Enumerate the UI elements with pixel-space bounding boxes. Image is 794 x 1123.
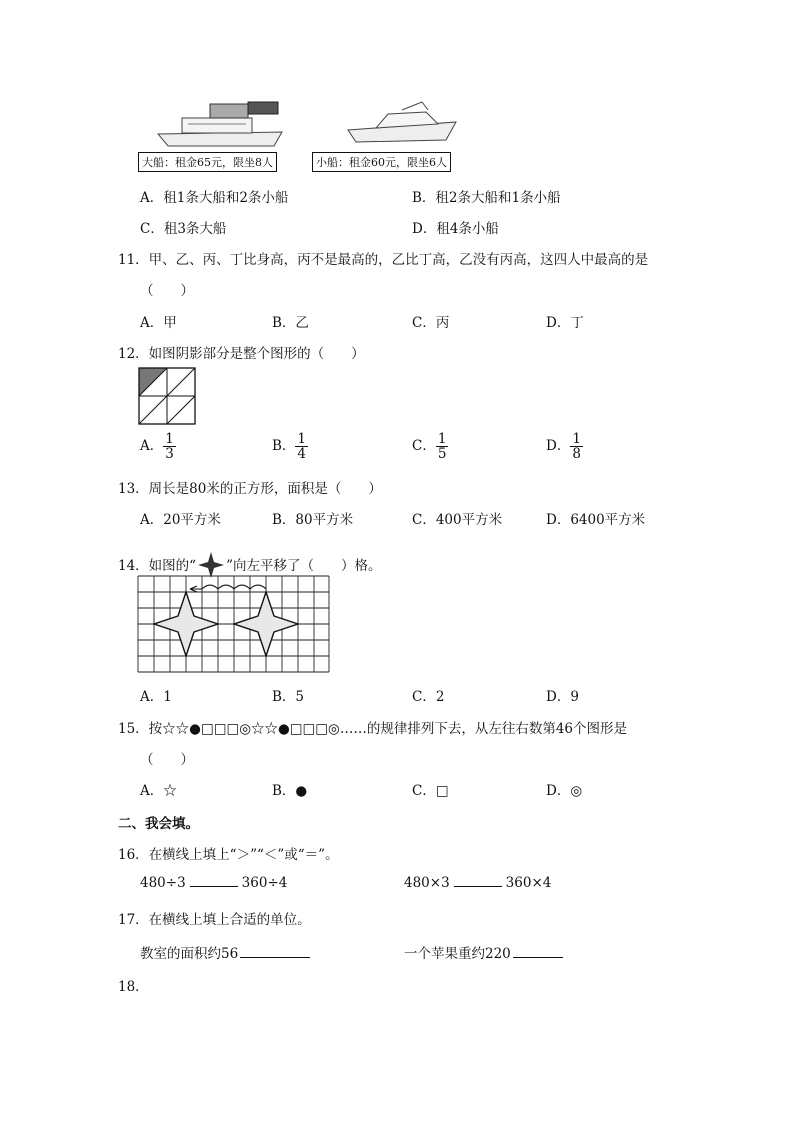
q12-option-a-label: A． [140,438,164,454]
q16-left-b: 360÷4 [241,875,288,891]
q12-text: 12．如图阴影部分是整个图形的（ ） [118,346,365,362]
q12-option-d[interactable] [546,432,583,461]
q12-option-a-den: 3 [165,446,174,462]
q12-option-b[interactable] [272,432,308,461]
q14-grid-figure [137,575,331,679]
q12-option-a-num: 1 [165,431,174,447]
q17-text: 17．在横线上填上合适的单位。 [118,912,311,928]
q12-option-d-den: 8 [572,446,581,462]
q17-left-blank[interactable] [240,957,310,958]
q15-option-d[interactable]: D．◎ [546,783,583,799]
q14-text-after: ”向左平移了（ ）格。 [226,558,382,574]
q16-left-blank[interactable] [190,886,238,887]
q15-option-b[interactable]: B．● [272,783,308,799]
q12-option-b-num: 1 [297,431,307,447]
q13-option-a[interactable]: A．20平方米 [140,512,221,528]
q14-text-before: 14．如图的“ [118,558,197,574]
q15-text: 15．按☆☆●□□□◎☆☆●□□□◎……的规律排列下去，从左往右数第46个图形是 [118,721,628,737]
q12-option-c[interactable] [412,432,448,461]
q12-option-b-den: 4 [297,446,307,462]
q17-right-text: 一个苹果重约220 [404,946,511,962]
q16-text: 16．在横线上填上“＞”“＜”或“＝”。 [118,847,339,863]
q11-option-d[interactable]: D．丁 [546,315,584,331]
q11-option-a[interactable]: A．甲 [140,315,177,331]
q12-option-c-label: C． [412,438,436,454]
q10-option-c[interactable]: C．租3条大船 [140,221,227,237]
q13-option-c[interactable]: C．400平方米 [412,512,503,528]
q17-right-blank[interactable] [513,957,563,958]
q11-paren: （ ） [140,283,194,299]
q16-right-b: 360×4 [505,875,552,891]
big-boat-image [152,98,292,154]
q11-option-b[interactable]: B．乙 [272,315,309,331]
q14-option-a[interactable]: A．1 [140,689,172,705]
q14-option-c[interactable]: C．2 [412,689,445,705]
q16-right-blank[interactable] [454,886,502,887]
q12-figure [138,367,198,431]
big-boat-label: 大船：租金65元，限坐8人 [138,152,277,172]
q11-text: 11．甲、乙、丙、丁比身高，丙不是最高的，乙比丁高，乙没有丙高，这四人中最高的是 [118,252,649,268]
q12-option-c-den: 5 [437,446,447,462]
q16-right-expression [404,875,551,891]
q17-left-text: 教室的面积约56 [140,946,239,962]
q13-option-d[interactable]: D．6400平方米 [546,512,646,528]
q17-right [404,942,563,962]
q15-option-c[interactable]: C．□ [412,783,449,799]
q13-text: 13．周长是80米的正方形，面积是（ ） [118,481,382,497]
q13-option-b[interactable]: B．80平方米 [272,512,354,528]
q16-left-expression [140,875,287,891]
q12-option-c-num: 1 [437,431,447,447]
q12-option-d-num: 1 [572,431,581,447]
q14-option-d[interactable]: D．9 [546,689,579,705]
q16-left-a: 480÷3 [140,875,186,891]
q18-text: 18． [118,979,149,995]
q12-option-d-label: D． [546,438,571,454]
q11-option-c[interactable]: C．丙 [412,315,450,331]
q12-option-a[interactable] [140,432,176,461]
q10-option-a[interactable]: A．租1条大船和2条小船 [140,190,289,206]
q15-option-a[interactable]: A．☆ [140,783,177,799]
q14-option-b[interactable]: B．5 [272,689,305,705]
small-boat-image [342,98,462,152]
section-2-title: 二、我会填。 [118,816,199,832]
q12-option-b-label: B． [272,438,296,454]
q10-option-b[interactable]: B．租2条大船和1条小船 [412,190,561,206]
small-boat-label: 小船：租金60元，限坐6人 [312,152,451,172]
q17-left [140,942,310,962]
q16-right-a: 480×3 [404,875,450,891]
q15-paren: （ ） [140,752,194,768]
q10-option-d[interactable]: D．租4条小船 [412,221,499,237]
